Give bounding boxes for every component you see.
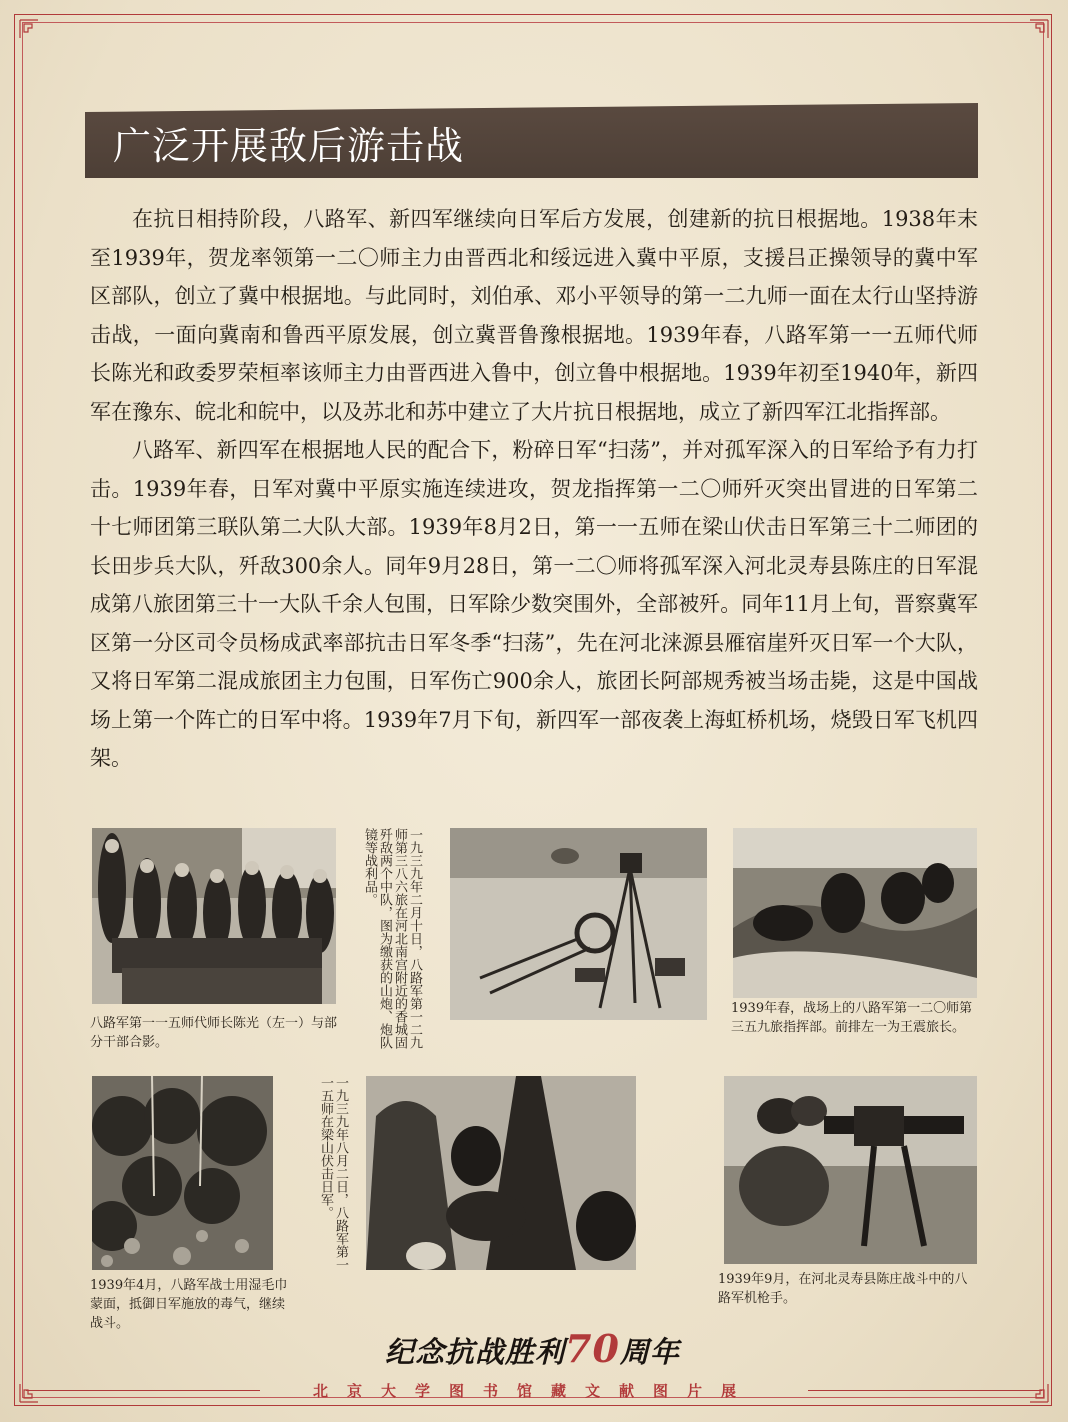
logo-text: 纪念抗战胜利: [385, 1335, 566, 1369]
photo-caption: 八路军第一一五师代师长陈光（左一）与部分干部合影。: [90, 1016, 338, 1050]
photo-caption: 1939年4月，八路军战士用湿毛巾蒙面，抵御日军施放的毒气，继续战斗。: [90, 1278, 288, 1331]
photo-gas-defense: [92, 1076, 273, 1270]
photo-caption: 1939年春，战场上的八路军第一二〇师第三五九旅指挥部。前排左一为王震旅长。: [731, 1001, 973, 1035]
anniversary-logo: [385, 1322, 685, 1372]
corner-ornament-icon: [18, 1382, 40, 1404]
photo-ambush: [366, 1076, 636, 1270]
footer-title: 北京大学图书馆藏文献图片展: [312, 1382, 755, 1400]
photo-captured-artillery: [450, 828, 707, 1020]
paragraph: 在抗日相持阶段，八路军、新四军继续向日军后方发展，创建新的抗日根据地。1938年末至1939年，贺龙率领第一二〇师主力由晋西北和绥远进入冀中平原，支援吕正操领导的冀中军区部队，创立了冀中根据地。与此同时，刘伯承、邓小平领导的第一二九师一面在太行山坚持游击战，一面向冀南和鲁西平原发展，创立冀晋鲁豫根据地。1939年春，八路军第一一五师代师长陈光和政委罗荣桓率该师主力由晋西进入鲁中，创立鲁中根据地。1939年初至1940年，新四军在豫东、皖北和皖中，以及苏北和苏中建立了大片抗日根据地，成立了新四军江北指挥部。: [90, 207, 978, 424]
logo-suffix: 周年: [619, 1335, 680, 1369]
paragraph: 八路军、新四军在根据地人民的配合下，粉碎日军“扫荡”，并对孤军深入的日军给予有力打击。1939年春，日军对冀中平原实施连续进攻，贺龙指挥第一二〇师歼灭突出冒进的日军第二十七师团第三联队第二大队大部。1939年8月2日，第一一五师在梁山伏击日军第三十二师团的长田步兵大队，歼敌300余人。同年9月28日，第一二〇师将孤军深入河北灵寿县陈庄的日军混成第八旅团第三十一大队千余人包围，日军除少数突围外，全部被歼。同年11月上旬，晋察冀军区第一分区司令员杨成武率部抗击日军冬季“扫荡”，先在河北涞源县雁宿崖歼灭日军一个大队，又将日军第二混成旅团主力包围，日军伤亡900余人，旅团长阿部规秀被当场击毙，这是中国战场上第一个阵亡的日军中将。1939年7月下旬，新四军一部夜袭上海虹桥机场，烧毁日军飞机四架。: [90, 438, 978, 770]
photo-caption-vertical: 一九三九年二月十日，八路军第一二九师第三八六旅在河北南宫附近的香城固歼敌两个中队，图为缴获的山炮、炮队镜等战利品。: [362, 828, 422, 1049]
logo-number: 70: [565, 1326, 620, 1371]
corner-ornament-icon: [1028, 18, 1050, 40]
corner-ornament-icon: [18, 18, 40, 40]
photo-caption-vertical: 一九三九年八月二日，八路军第一一五师在梁山伏击日军。: [318, 1076, 348, 1271]
photo-command-post: [733, 828, 977, 998]
footer-rule-left: [26, 1390, 260, 1391]
article-body: [90, 200, 978, 778]
page-title: 广泛开展敌后游击战: [113, 124, 465, 168]
photo-group-portrait: [92, 828, 336, 1004]
photo-caption: 1939年9月，在河北灵寿县陈庄战斗中的八路军机枪手。: [718, 1272, 968, 1306]
footer-rule-right: [808, 1390, 1042, 1391]
photo-machine-gunner: [724, 1076, 977, 1264]
corner-ornament-icon: [1028, 1382, 1050, 1404]
